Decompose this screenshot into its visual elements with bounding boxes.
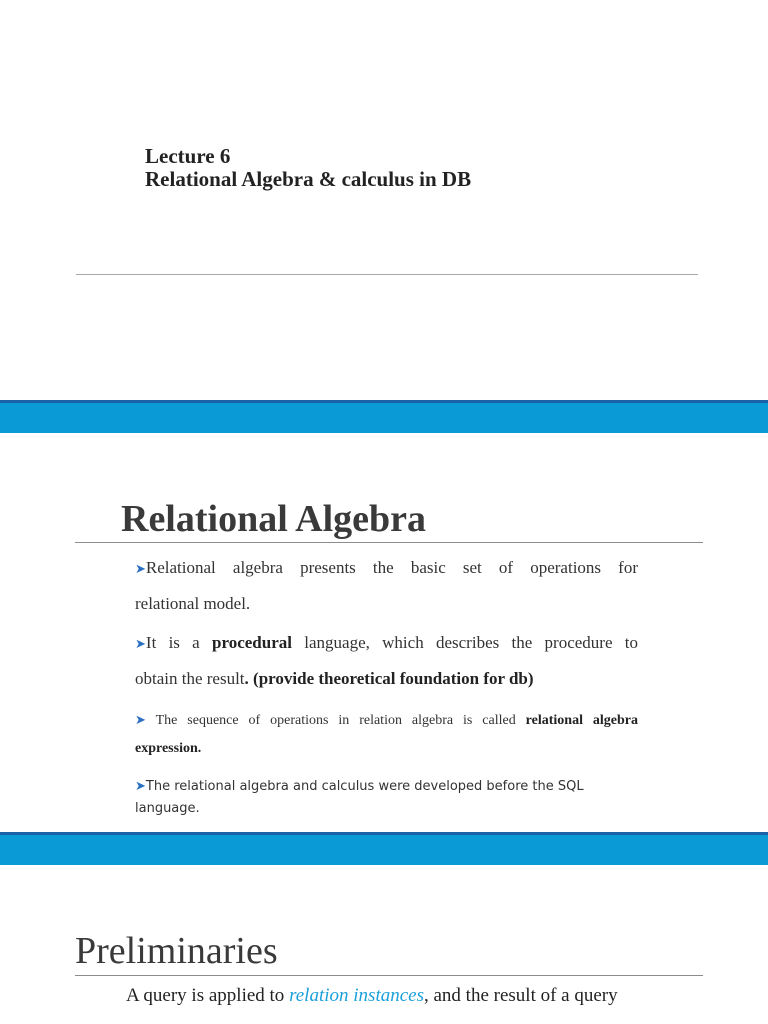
bullet-paragraph <box>135 626 638 696</box>
slide-preliminaries <box>0 865 768 1024</box>
bullet-paragraph <box>135 551 638 621</box>
body-text-part: A query is applied to <box>126 985 285 1006</box>
lecture-title: Relational Algebra & calculus in DB <box>145 167 472 191</box>
divider <box>76 274 698 275</box>
arrowhead-icon: ➤ <box>135 562 146 577</box>
bullet-text: Relational algebra presents the basic set of operations for <box>145 558 638 577</box>
bullet-text: It is a <box>145 633 200 652</box>
slide-heading: Relational Algebra <box>121 498 427 540</box>
separator-light-stripe <box>0 403 768 433</box>
slide-title <box>0 0 768 400</box>
bullet-text: obtain the result <box>135 669 245 688</box>
bullet-text: The sequence of operations in relation algebra is called <box>155 713 516 728</box>
bullet-paragraph <box>135 776 638 820</box>
bold-term: relational algebra <box>525 713 639 728</box>
slide-heading: Preliminaries <box>75 930 278 972</box>
bullet-text: The relational algebra and calculus were developed before the SQL language. <box>135 779 584 816</box>
slide-separator <box>0 400 768 433</box>
bullet-line <box>135 662 638 696</box>
slide-relational-algebra <box>0 433 768 832</box>
divider <box>75 542 703 543</box>
bullet-line <box>135 707 638 735</box>
highlighted-term: relation instances <box>289 985 424 1006</box>
bullet-line <box>135 551 638 587</box>
divider <box>75 975 703 976</box>
body-text-part: , and the result of a query <box>423 985 618 1006</box>
arrowhead-icon: ➤ <box>135 713 146 728</box>
arrowhead-icon: ➤ <box>135 637 146 652</box>
body-text <box>126 985 618 1007</box>
bullet-line <box>135 735 638 763</box>
bold-term: expression. <box>135 741 202 756</box>
bullet-line <box>135 626 638 662</box>
bullet-text: language, which describes the procedure to <box>304 633 639 652</box>
bold-note: . (provide theoretical foundation for db) <box>244 669 534 688</box>
lecture-number: Lecture 6 <box>145 144 231 168</box>
bullet-paragraph <box>135 707 638 763</box>
arrowhead-icon: ➤ <box>135 779 146 794</box>
bullet-line: relational model. <box>135 594 251 613</box>
separator-light-stripe <box>0 835 768 865</box>
bold-term: procedural <box>212 633 292 652</box>
slide-separator <box>0 832 768 865</box>
